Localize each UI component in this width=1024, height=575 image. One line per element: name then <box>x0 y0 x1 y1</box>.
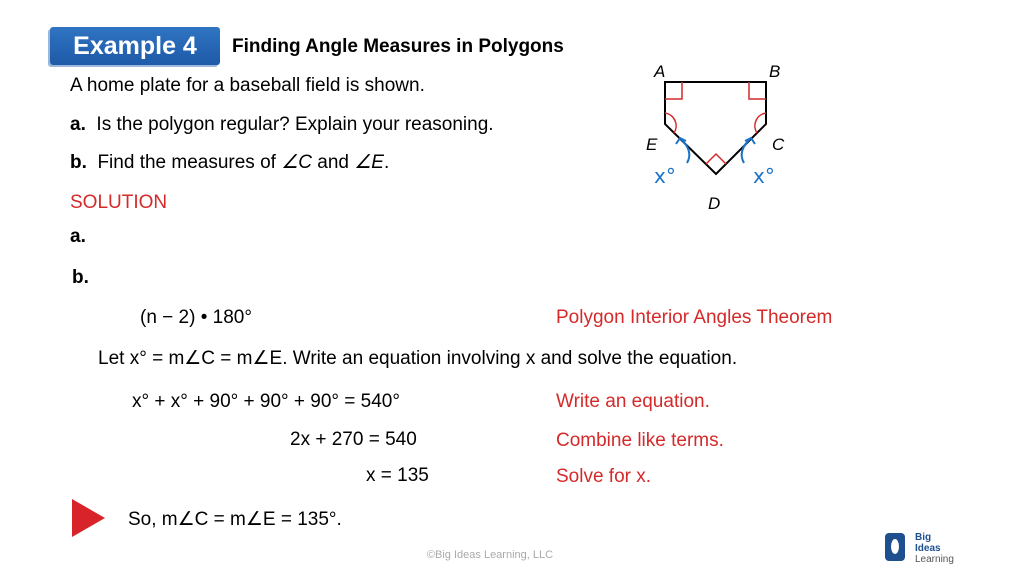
home-plate-diagram <box>620 55 820 220</box>
reason-step-2: Combine like terms. <box>556 430 724 451</box>
angle-c: ∠C <box>281 152 312 173</box>
problem-intro: A home plate for a baseball field is shown. <box>70 75 425 96</box>
part-b-and: and <box>311 152 355 173</box>
logo-mark-icon <box>885 533 905 561</box>
right-angle-mark-b <box>749 82 766 99</box>
example-badge-label: Example 4 <box>73 31 197 60</box>
big-ideas-logo <box>885 530 960 566</box>
logo-line-1: Big <box>915 532 932 543</box>
pentagon-outline <box>665 82 766 174</box>
vertex-label-b: B <box>769 62 781 81</box>
part-a-question <box>70 114 494 136</box>
part-b-period: . <box>383 152 390 173</box>
equation-step-2: 2x + 270 = 540 <box>290 429 417 450</box>
part-a-text: Is the polygon regular? Explain your reasoning. <box>96 114 494 135</box>
copyright-footer: ©Big Ideas Learning, LLC <box>426 549 554 561</box>
part-b-question <box>70 151 389 174</box>
solution-a-label: a. <box>70 226 86 247</box>
solution-b-label: b. <box>72 267 89 288</box>
example-badge <box>50 27 220 65</box>
equation-step-1: x° + x° + 90° + 90° + 90° = 540° <box>132 391 400 412</box>
formula: (n − 2) • 180° <box>140 307 252 328</box>
logo-line-2: Ideas <box>915 543 941 554</box>
right-angle-mark-d <box>706 154 726 164</box>
logo-line-3: Learning <box>915 554 954 565</box>
vertex-label-e: E <box>646 135 658 154</box>
angle-label-right: x° <box>753 164 775 188</box>
logo-text <box>915 532 954 565</box>
part-b-pre: Find the measures of <box>97 152 282 173</box>
angle-e: ∠E <box>354 152 384 173</box>
angle-label-left: x° <box>654 164 676 188</box>
formula-reason: Polygon Interior Angles Theorem <box>556 307 833 328</box>
reason-step-3: Solve for x. <box>556 466 652 487</box>
play-arrow-icon <box>72 499 105 537</box>
vertex-label-d: D <box>708 194 721 213</box>
conclusion: So, m∠C = m∠E = 135°. <box>128 509 342 530</box>
part-b-label: b. <box>70 152 87 173</box>
solution-heading: SOLUTION <box>70 192 168 213</box>
vertex-label-c: C <box>772 135 785 154</box>
vertex-label-a: A <box>654 62 666 81</box>
annotation-arrow-left <box>680 138 689 163</box>
right-angle-mark-a <box>665 82 682 99</box>
part-a-label: a. <box>70 114 86 135</box>
equation-step-3: x = 135 <box>366 465 429 486</box>
page-title: Finding Angle Measures in Polygons <box>232 36 564 57</box>
let-statement: Let x° = m∠C = m∠E. Write an equation involving x and solve the equation. <box>98 348 738 369</box>
reason-step-1: Write an equation. <box>556 391 710 412</box>
